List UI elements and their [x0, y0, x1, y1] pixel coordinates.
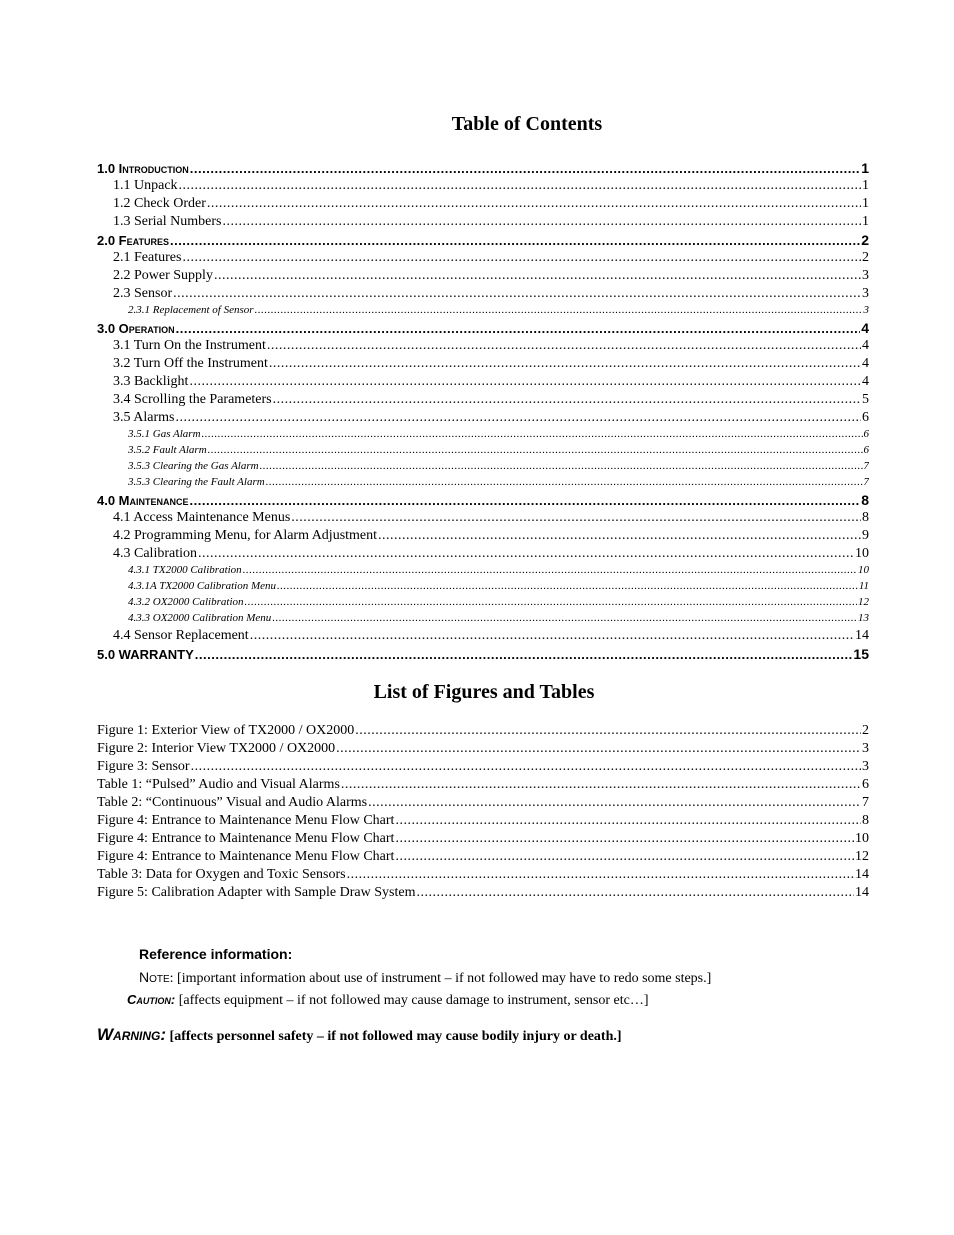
note-line	[139, 969, 711, 987]
toc-entry-page-number: 4	[861, 320, 869, 336]
toc-entry[interactable]	[97, 612, 869, 628]
figure-entry[interactable]	[97, 777, 869, 795]
toc-entry[interactable]	[97, 628, 869, 646]
toc-entry-page-number: 9	[862, 528, 869, 543]
dot-leader	[207, 196, 861, 212]
dot-leader	[191, 759, 861, 775]
figure-entry-label: Figure 4: Entrance to Maintenance Menu Flow Chart	[97, 849, 395, 864]
toc-entry-page-number: 6	[863, 428, 869, 440]
toc-entry[interactable]	[97, 392, 869, 410]
dot-leader	[355, 723, 861, 739]
toc-entry[interactable]	[97, 232, 869, 250]
toc-entry[interactable]	[97, 546, 869, 564]
toc-entry-page-number: 12	[858, 596, 869, 608]
note-label: Note	[139, 969, 170, 985]
dot-leader	[272, 612, 857, 624]
dot-leader	[195, 647, 853, 662]
toc-entry[interactable]	[97, 374, 869, 392]
toc-entry-page-number: 3	[862, 268, 869, 283]
dot-leader	[250, 628, 854, 644]
toc-entry-label: 2.1 Features	[113, 250, 182, 265]
dot-leader	[190, 161, 860, 176]
warning-text: [affects personnel safety – if not followed may cause bodily injury or death.]	[166, 1029, 622, 1044]
warning-line	[97, 1025, 622, 1045]
figure-entry-label: Figure 4: Entrance to Maintenance Menu Flow Chart	[97, 831, 395, 846]
dot-leader	[395, 831, 854, 847]
figure-entry-page-number: 12	[855, 849, 869, 864]
toc-entry-page-number: 6	[862, 410, 869, 425]
toc-entry-label: 2.3 Sensor	[113, 286, 173, 301]
toc-entry-label: 2.0 Features	[97, 233, 169, 248]
dot-leader	[266, 476, 863, 488]
toc-entry-label: 5.0 WARRANTY	[97, 647, 194, 662]
figure-entry-label: Figure 3: Sensor	[97, 759, 190, 774]
figure-entry-label: Figure 5: Calibration Adapter with Sample Draw System	[97, 885, 416, 900]
toc-entry[interactable]	[97, 428, 869, 444]
toc-entry-page-number: 10	[855, 546, 869, 561]
figure-entry-page-number: 14	[855, 885, 869, 900]
dot-leader	[336, 741, 861, 757]
toc-entry-label: 3.5.2 Fault Alarm	[128, 444, 207, 456]
toc-entry-label: 1.0 Introduction	[97, 161, 189, 176]
figure-entry-page-number: 6	[862, 777, 869, 792]
dot-leader	[176, 321, 861, 336]
toc-title: Table of Contents	[451, 113, 603, 135]
toc-entry[interactable]	[97, 160, 869, 178]
figure-entry[interactable]	[97, 759, 869, 777]
figure-entry-page-number: 10	[855, 831, 869, 846]
toc-entry-label: 3.2 Turn Off the Instrument	[113, 356, 268, 371]
figures-title: List of Figures and Tables	[373, 681, 595, 703]
toc-entry[interactable]	[97, 492, 869, 510]
figure-entry-page-number: 7	[862, 795, 869, 810]
toc-entry[interactable]	[97, 320, 869, 338]
toc-entry-page-number: 2	[862, 250, 869, 265]
toc-entry[interactable]	[97, 596, 869, 612]
dot-leader	[378, 528, 861, 544]
toc-entry[interactable]	[97, 580, 869, 596]
toc-entry[interactable]	[97, 444, 869, 460]
dot-leader	[182, 250, 861, 266]
toc-entry-label: 4.3.1 TX2000 Calibration	[128, 564, 242, 576]
toc-entry[interactable]	[97, 564, 869, 580]
toc-entry-label: 3.5.3 Clearing the Gas Alarm	[128, 460, 259, 472]
figure-entry-label: Figure 2: Interior View TX2000 / OX2000	[97, 741, 336, 756]
toc-entry[interactable]	[97, 460, 869, 476]
dot-leader	[173, 286, 861, 302]
figure-entry[interactable]	[97, 741, 869, 759]
note-text: : [important information about use of instrument – if not followed may have to redo some steps.]	[169, 971, 712, 986]
toc-entry-page-number: 11	[858, 580, 869, 592]
toc-entry-label: 4.3 Calibration	[113, 546, 197, 561]
toc-entry[interactable]	[97, 646, 869, 664]
dot-leader	[368, 795, 861, 811]
caution-line	[127, 992, 648, 1009]
toc-entry-label: 3.0 Operation	[97, 321, 175, 336]
toc-entry-label: 1.1 Unpack	[113, 178, 178, 193]
toc-entry-label: 4.1 Access Maintenance Menus	[113, 510, 291, 525]
toc-entry-page-number: 1	[862, 214, 869, 229]
figure-entry-label: Table 2: “Continuous” Visual and Audio Alarms	[97, 795, 368, 810]
dot-leader	[214, 268, 861, 284]
dot-leader	[260, 460, 863, 472]
warning-label: Warning:	[97, 1025, 167, 1044]
toc-entry[interactable]	[97, 250, 869, 268]
figure-entry-label: Table 3: Data for Oxygen and Toxic Sensors	[97, 867, 346, 882]
dot-leader	[190, 493, 861, 508]
figure-entry[interactable]	[97, 831, 869, 849]
toc-entry-label: 4.3.1A TX2000 Calibration Menu	[128, 580, 276, 592]
toc-entry-label: 3.5.3 Clearing the Fault Alarm	[128, 476, 265, 488]
dot-leader	[243, 564, 857, 576]
toc-entry-page-number: 2	[861, 232, 869, 248]
toc-entry-page-number: 7	[863, 476, 869, 488]
toc-entry-page-number: 3	[863, 304, 869, 316]
dot-leader	[347, 867, 854, 883]
toc-list	[97, 160, 869, 664]
toc-entry-page-number: 8	[861, 492, 869, 508]
figure-entry[interactable]	[97, 867, 869, 885]
toc-entry[interactable]	[97, 178, 869, 196]
toc-entry-page-number: 10	[858, 564, 869, 576]
figure-entry-label: Figure 4: Entrance to Maintenance Menu Flow Chart	[97, 813, 395, 828]
figure-entry[interactable]	[97, 723, 869, 741]
toc-entry[interactable]	[97, 528, 869, 546]
toc-entry[interactable]	[97, 338, 869, 356]
toc-entry-page-number: 1	[862, 196, 869, 211]
figure-entry-page-number: 3	[862, 759, 869, 774]
toc-entry-page-number: 3	[862, 286, 869, 301]
dot-leader	[255, 304, 863, 316]
toc-entry-page-number: 4	[862, 356, 869, 371]
toc-entry[interactable]	[97, 196, 869, 214]
toc-entry[interactable]	[97, 268, 869, 286]
toc-entry-label: 3.4 Scrolling the Parameters	[113, 392, 272, 407]
toc-entry-label: 4.2 Programming Menu, for Alarm Adjustment	[113, 528, 378, 543]
dot-leader	[277, 580, 858, 592]
dot-leader	[208, 444, 863, 456]
dot-leader	[245, 596, 857, 608]
toc-entry-page-number: 1	[862, 178, 869, 193]
dot-leader	[198, 546, 854, 562]
dot-leader	[175, 410, 861, 426]
toc-entry-page-number: 15	[853, 646, 869, 662]
figure-entry[interactable]	[97, 813, 869, 831]
figure-entry[interactable]	[97, 795, 869, 813]
dot-leader	[291, 510, 861, 526]
figure-entry-page-number: 14	[855, 867, 869, 882]
toc-entry-page-number: 6	[863, 444, 869, 456]
dot-leader	[267, 338, 861, 354]
dot-leader	[341, 777, 861, 793]
toc-entry-label: 2.2 Power Supply	[113, 268, 213, 283]
toc-entry[interactable]	[97, 286, 869, 304]
toc-entry-label: 4.4 Sensor Replacement	[113, 628, 249, 643]
toc-entry-page-number: 5	[862, 392, 869, 407]
dot-leader	[273, 392, 861, 408]
dot-leader	[395, 813, 861, 829]
toc-entry-label: 4.0 Maintenance	[97, 493, 189, 508]
dot-leader	[395, 849, 854, 865]
toc-entry[interactable]	[97, 410, 869, 428]
toc-entry[interactable]	[97, 476, 869, 492]
toc-entry-page-number: 14	[855, 628, 869, 643]
reference-heading: Reference information:	[139, 946, 293, 962]
toc-entry-label: 4.3.3 OX2000 Calibration Menu	[128, 612, 272, 624]
dot-leader	[269, 356, 861, 372]
toc-entry-page-number: 7	[863, 460, 869, 472]
figure-entry-page-number: 2	[862, 723, 869, 738]
toc-entry-label: 2.3.1 Replacement of Sensor	[128, 304, 254, 316]
caution-label: Caution:	[127, 992, 176, 1007]
toc-entry-label: 1.2 Check Order	[113, 196, 206, 211]
toc-entry-page-number: 1	[861, 160, 869, 176]
figure-entry-label: Figure 1: Exterior View of TX2000 / OX2000	[97, 723, 355, 738]
figure-entry-page-number: 8	[862, 813, 869, 828]
caution-text: [affects equipment – if not followed may cause damage to instrument, sensor etc…]	[175, 993, 649, 1008]
toc-entry[interactable]	[97, 304, 869, 320]
figure-entry[interactable]	[97, 885, 869, 903]
toc-entry-page-number: 8	[862, 510, 869, 525]
figures-list	[97, 723, 869, 903]
dot-leader	[179, 178, 861, 194]
dot-leader	[189, 374, 861, 390]
dot-leader	[416, 885, 854, 901]
dot-leader	[202, 428, 863, 440]
toc-entry-page-number: 4	[862, 374, 869, 389]
toc-entry[interactable]	[97, 356, 869, 374]
toc-entry-label: 3.3 Backlight	[113, 374, 189, 389]
toc-entry[interactable]	[97, 214, 869, 232]
toc-entry-page-number: 4	[862, 338, 869, 353]
figure-entry[interactable]	[97, 849, 869, 867]
toc-entry-label: 3.1 Turn On the Instrument	[113, 338, 266, 353]
figure-entry-label: Table 1: “Pulsed” Audio and Visual Alarms	[97, 777, 340, 792]
toc-entry-label: 1.3 Serial Numbers	[113, 214, 222, 229]
dot-leader	[222, 214, 861, 230]
dot-leader	[170, 233, 860, 248]
toc-entry[interactable]	[97, 510, 869, 528]
figure-entry-page-number: 3	[862, 741, 869, 756]
toc-entry-label: 3.5.1 Gas Alarm	[128, 428, 201, 440]
toc-entry-label: 3.5 Alarms	[113, 410, 175, 425]
toc-entry-page-number: 13	[858, 612, 869, 624]
toc-entry-label: 4.3.2 OX2000 Calibration	[128, 596, 244, 608]
